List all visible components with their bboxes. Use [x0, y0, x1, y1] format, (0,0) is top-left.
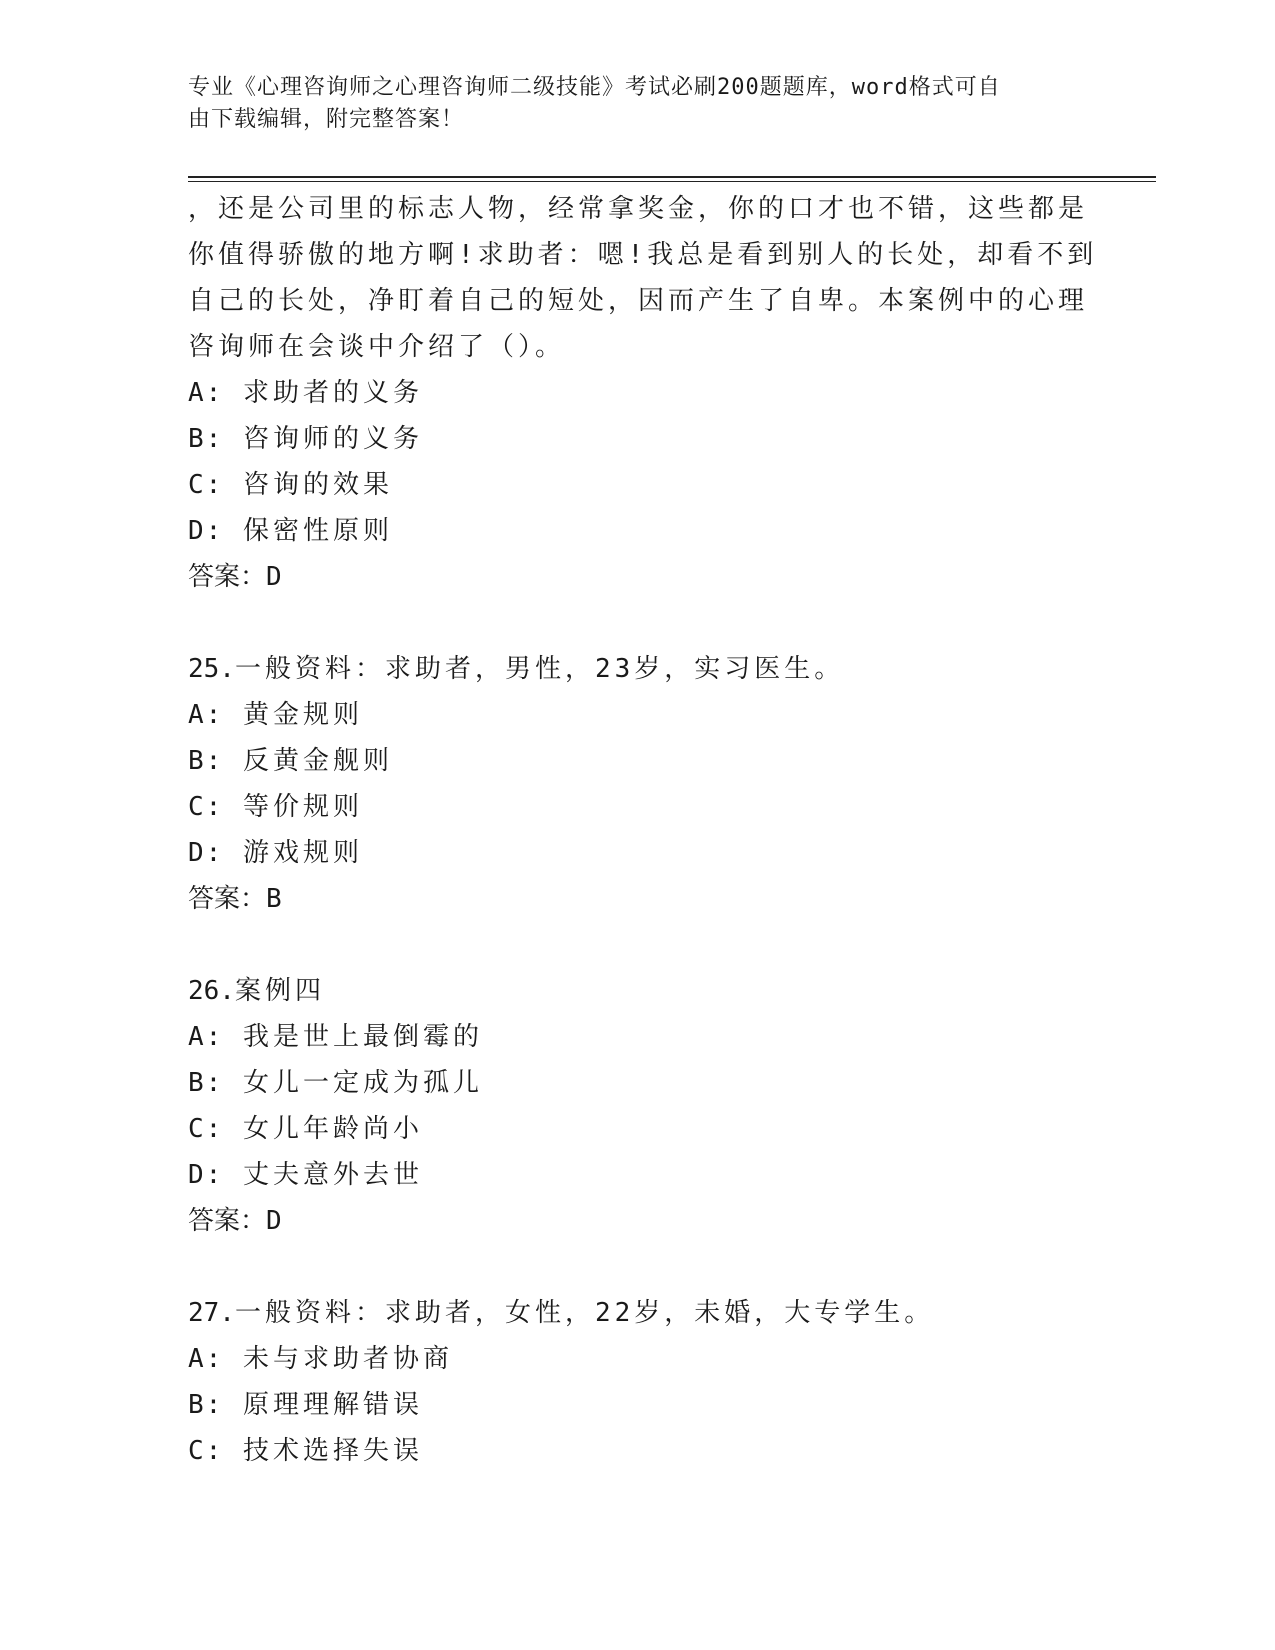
- option-text: 丈夫意外去世: [242, 1160, 423, 1190]
- option-key: A:: [188, 700, 224, 730]
- answer-value: B: [266, 884, 282, 914]
- option-text: 咨询师的义务: [242, 424, 423, 454]
- answer-value: D: [266, 1206, 282, 1236]
- option-text: 未与求助者协商: [242, 1344, 453, 1374]
- question-text-line: 你值得骄傲的地方啊!求助者：嗯!我总是看到别人的长处，却看不到: [188, 240, 1098, 270]
- question-25: [188, 646, 1088, 922]
- answer-label: 答案：: [188, 884, 267, 914]
- question-title: [188, 646, 1088, 692]
- option-text: 咨询的效果: [242, 470, 393, 500]
- option-text: 原理理解错误: [242, 1390, 423, 1420]
- question-number: 27.: [188, 1298, 235, 1328]
- header-line-2: 由下载编辑，附完整答案！: [188, 107, 465, 132]
- option-a: [188, 370, 1088, 416]
- option-d: [188, 830, 1088, 876]
- option-key: D:: [188, 516, 224, 546]
- option-b: [188, 738, 1088, 784]
- option-key: B:: [188, 1390, 224, 1420]
- spacer: [188, 600, 1088, 646]
- question-number: 26.: [188, 976, 235, 1006]
- option-key: A:: [188, 1022, 224, 1052]
- option-b: [188, 1382, 1088, 1428]
- option-a: [188, 1336, 1088, 1382]
- answer-line: [188, 1198, 1088, 1244]
- option-a: [188, 1014, 1088, 1060]
- question-text-line: 咨询师在会谈中介绍了（）。: [188, 332, 566, 362]
- option-key: A:: [188, 1344, 224, 1374]
- option-b: [188, 1060, 1088, 1106]
- answer-value: D: [266, 562, 282, 592]
- option-key: D:: [188, 1160, 224, 1190]
- option-key: B:: [188, 424, 224, 454]
- option-text: 我是世上最倒霉的: [242, 1022, 483, 1052]
- option-c: [188, 784, 1088, 830]
- question-text-line: ，还是公司里的标志人物，经常拿奖金，你的口才也不错，这些都是: [188, 194, 1089, 224]
- spacer: [188, 1244, 1088, 1290]
- question-26: [188, 968, 1088, 1244]
- option-c: [188, 1106, 1088, 1152]
- document-header: [188, 72, 1068, 136]
- question-text-line: 自己的长处，净盯着自己的短处，因而产生了自卑。本案例中的心理: [188, 286, 1089, 316]
- option-text: 游戏规则: [242, 838, 363, 868]
- option-key: C:: [188, 1114, 224, 1144]
- option-text: 反黄金舰则: [242, 746, 393, 776]
- option-key: B:: [188, 746, 224, 776]
- option-key: C:: [188, 470, 224, 500]
- question-stem: 一般资料：求助者，男性，23岁，实习医生。: [234, 654, 845, 684]
- option-text: 黄金规则: [242, 700, 363, 730]
- answer-line: [188, 876, 1088, 922]
- question-title: [188, 1290, 1088, 1336]
- option-key: B:: [188, 1068, 224, 1098]
- option-key: C:: [188, 792, 224, 822]
- spacer: [188, 922, 1088, 968]
- option-d: [188, 1152, 1088, 1198]
- answer-label: 答案：: [188, 562, 267, 592]
- question-continuation: [188, 186, 1098, 600]
- option-c: [188, 462, 1088, 508]
- question-title: [188, 968, 1088, 1014]
- option-key: D:: [188, 838, 224, 868]
- answer-label: 答案：: [188, 1206, 267, 1236]
- question-number: 25.: [188, 654, 235, 684]
- answer-line: [188, 554, 1088, 600]
- question-stem: 案例四: [234, 976, 325, 1006]
- option-c: [188, 1428, 1088, 1474]
- document-body: [188, 186, 1098, 1474]
- option-text: 女儿年龄尚小: [242, 1114, 423, 1144]
- option-key: A:: [188, 378, 224, 408]
- option-a: [188, 692, 1088, 738]
- header-line-1: 专业《心理咨询师之心理咨询师二级技能》考试必刷200题题库，word格式可自: [188, 75, 1001, 100]
- question-27: [188, 1290, 1088, 1474]
- option-d: [188, 508, 1088, 554]
- option-key: C:: [188, 1436, 224, 1466]
- option-text: 等价规则: [242, 792, 363, 822]
- option-b: [188, 416, 1088, 462]
- question-stem: 一般资料：求助者，女性，22岁，未婚，大专学生。: [234, 1298, 935, 1328]
- option-text: 求助者的义务: [242, 378, 423, 408]
- option-text: 技术选择失误: [242, 1436, 423, 1466]
- header-divider: [188, 176, 1156, 182]
- option-text: 保密性原则: [242, 516, 393, 546]
- option-text: 女儿一定成为孤儿: [242, 1068, 483, 1098]
